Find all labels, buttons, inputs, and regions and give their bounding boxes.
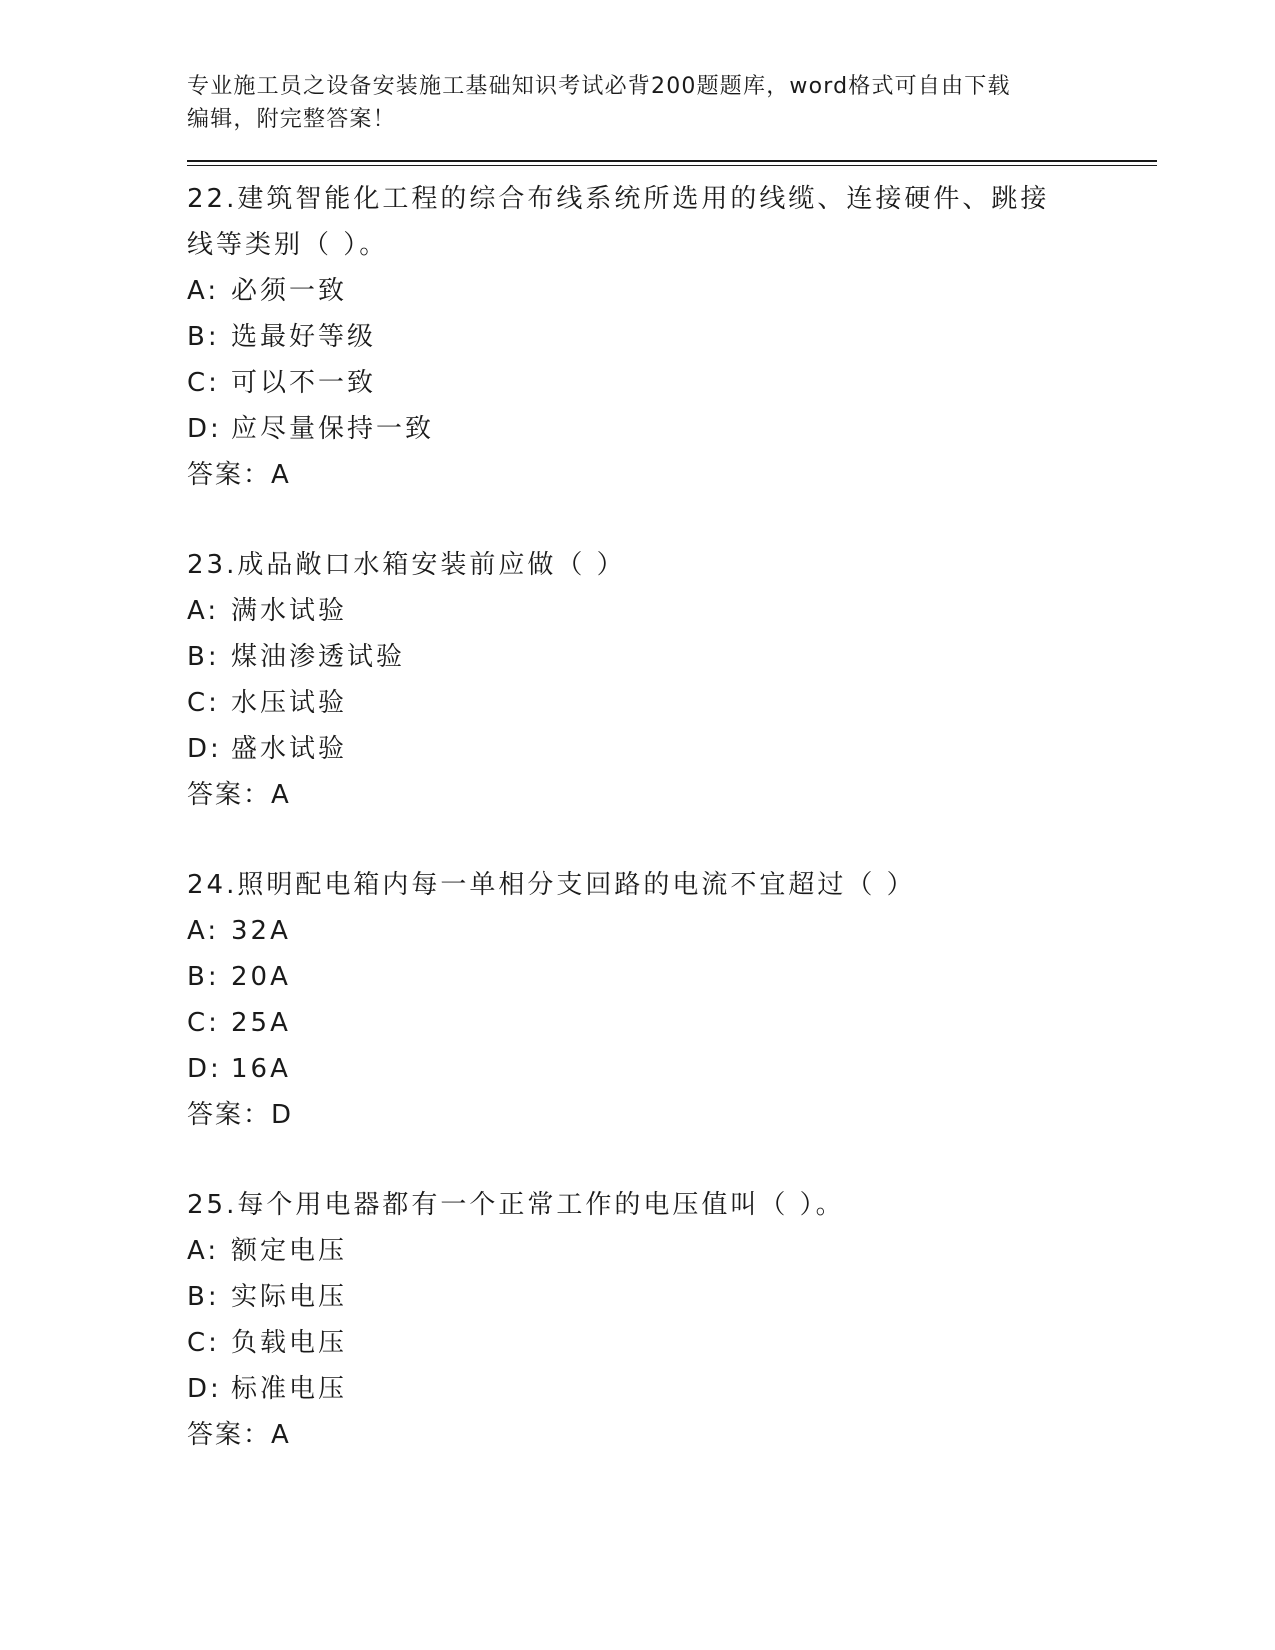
answer-line: 答案：D bbox=[187, 1100, 294, 1130]
question-item bbox=[187, 1182, 1157, 1458]
option-text: 32A bbox=[231, 916, 291, 946]
option-text: 盛水试验 bbox=[231, 734, 348, 764]
option-text: 必须一致 bbox=[231, 276, 348, 306]
option-d bbox=[187, 1046, 1157, 1092]
option-text: 煤油渗透试验 bbox=[231, 642, 406, 672]
option-c bbox=[187, 1320, 1157, 1366]
option-text: 20A bbox=[231, 962, 291, 992]
option-d bbox=[187, 1366, 1157, 1412]
answer-line: 答案：A bbox=[187, 780, 291, 810]
option-d bbox=[187, 726, 1157, 772]
option-text: 额定电压 bbox=[231, 1236, 348, 1266]
option-text: 实际电压 bbox=[231, 1282, 348, 1312]
option-a bbox=[187, 268, 1157, 314]
option-text: 选最好等级 bbox=[231, 322, 377, 352]
option-key: A: bbox=[187, 276, 220, 306]
option-b bbox=[187, 314, 1157, 360]
option-text: 负载电压 bbox=[231, 1328, 348, 1358]
option-key: B: bbox=[187, 962, 220, 992]
header-line-1: 专业施工员之设备安装施工基础知识考试必背200题题库，word格式可自由下载 bbox=[187, 74, 1011, 99]
option-text: 水压试验 bbox=[231, 688, 348, 718]
question-item bbox=[187, 176, 1157, 498]
option-key: D: bbox=[187, 1374, 222, 1404]
option-a bbox=[187, 908, 1157, 954]
option-key: D: bbox=[187, 734, 222, 764]
option-c bbox=[187, 360, 1157, 406]
question-stem: 24.照明配电箱内每一单相分支回路的电流不宜超过（ ） bbox=[187, 870, 916, 900]
question-stem: 25.每个用电器都有一个正常工作的电压值叫（ ）。 bbox=[187, 1190, 845, 1220]
question-item bbox=[187, 542, 1157, 818]
question-stem: 23.成品敞口水箱安装前应做（ ） bbox=[187, 550, 626, 580]
option-c bbox=[187, 1000, 1157, 1046]
header-line-2: 编辑，附完整答案！ bbox=[187, 107, 396, 132]
question-item bbox=[187, 862, 1157, 1138]
option-b bbox=[187, 634, 1157, 680]
option-key: D: bbox=[187, 414, 222, 444]
option-a bbox=[187, 588, 1157, 634]
question-stem: 22.建筑智能化工程的综合布线系统所选用的线缆、连接硬件、跳接线等类别（ ）。 bbox=[187, 184, 1050, 260]
document-page bbox=[187, 70, 1157, 1458]
option-key: B: bbox=[187, 1282, 220, 1312]
document-header bbox=[187, 70, 1087, 136]
option-key: C: bbox=[187, 1328, 220, 1358]
option-text: 满水试验 bbox=[231, 596, 348, 626]
option-key: A: bbox=[187, 596, 220, 626]
option-key: C: bbox=[187, 688, 220, 718]
option-key: A: bbox=[187, 916, 220, 946]
option-key: A: bbox=[187, 1236, 220, 1266]
option-text: 16A bbox=[231, 1054, 291, 1084]
option-key: D: bbox=[187, 1054, 222, 1084]
header-divider bbox=[187, 160, 1157, 162]
option-d bbox=[187, 406, 1157, 452]
option-key: B: bbox=[187, 322, 220, 352]
option-text: 标准电压 bbox=[231, 1374, 348, 1404]
answer-line: 答案：A bbox=[187, 1420, 291, 1450]
option-key: B: bbox=[187, 642, 220, 672]
answer-line: 答案：A bbox=[187, 460, 291, 490]
option-text: 应尽量保持一致 bbox=[231, 414, 435, 444]
option-key: C: bbox=[187, 1008, 220, 1038]
option-text: 可以不一致 bbox=[231, 368, 377, 398]
option-a bbox=[187, 1228, 1157, 1274]
option-c bbox=[187, 680, 1157, 726]
option-text: 25A bbox=[231, 1008, 291, 1038]
question-list bbox=[187, 176, 1157, 1458]
option-key: C: bbox=[187, 368, 220, 398]
option-b bbox=[187, 1274, 1157, 1320]
option-b bbox=[187, 954, 1157, 1000]
